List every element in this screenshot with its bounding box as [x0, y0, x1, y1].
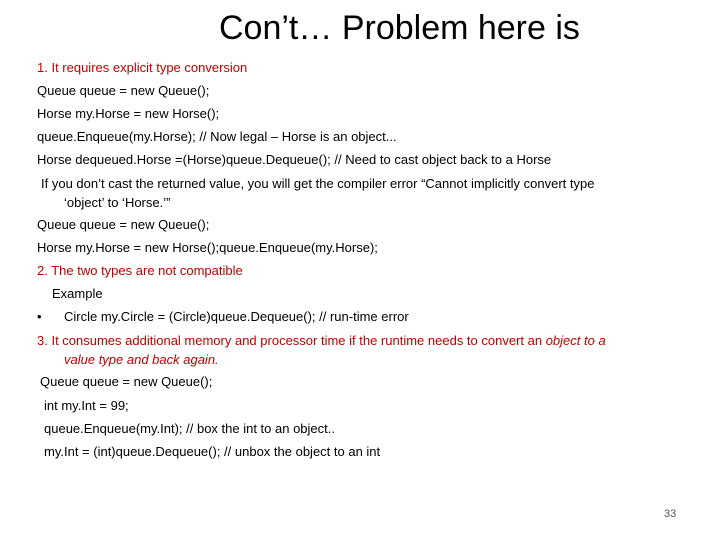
page-number: 33	[664, 508, 677, 520]
compiler-error-note	[37, 174, 709, 212]
code-line: Horse my.Horse = new Horse();	[37, 106, 220, 121]
example-label: Example	[52, 286, 103, 301]
code-line: Horse dequeued.Horse =(Horse)queue.Dequeue(); // Need to cast object back to a Horse	[37, 152, 552, 167]
point-3-emphasis-continued: value type and back again.	[64, 352, 219, 367]
point-3-heading	[37, 331, 697, 369]
code-line: queue.Enqueue(my.Horse); // Now legal – Horse is an object...	[37, 129, 397, 144]
point-3-text: 3. It consumes additional memory and processor time if the runtime needs to convert an	[37, 333, 546, 348]
code-line: my.Int = (int)queue.Dequeue(); // unbox the object to an int	[44, 444, 381, 459]
bullet-icon: •	[37, 309, 42, 324]
note-line: If you don’t cast the returned value, you will get the compiler error “Cannot implicitly convert type	[41, 176, 595, 191]
point-2-heading: 2. The two types are not compatible	[37, 263, 243, 278]
point-1-heading: 1. It requires explicit type conversion	[37, 60, 248, 75]
code-line: queue.Enqueue(my.Int); // box the int to an object..	[44, 421, 335, 436]
code-line: int my.Int = 99;	[44, 398, 129, 413]
code-line: Horse my.Horse = new Horse();queue.Enqueue(my.Horse);	[37, 240, 378, 255]
point-3-emphasis: object to a	[545, 333, 606, 348]
code-line: Queue queue = new Queue();	[37, 83, 210, 98]
code-line: Queue queue = new Queue();	[37, 217, 210, 232]
code-line: Queue queue = new Queue();	[40, 374, 213, 389]
note-line-continued: ‘object’ to ‘Horse.’”	[64, 195, 171, 210]
code-line: Circle my.Circle = (Circle)queue.Dequeue(); // run-time error	[64, 309, 409, 324]
slide-title: Con’t… Problem here is	[219, 9, 580, 47]
